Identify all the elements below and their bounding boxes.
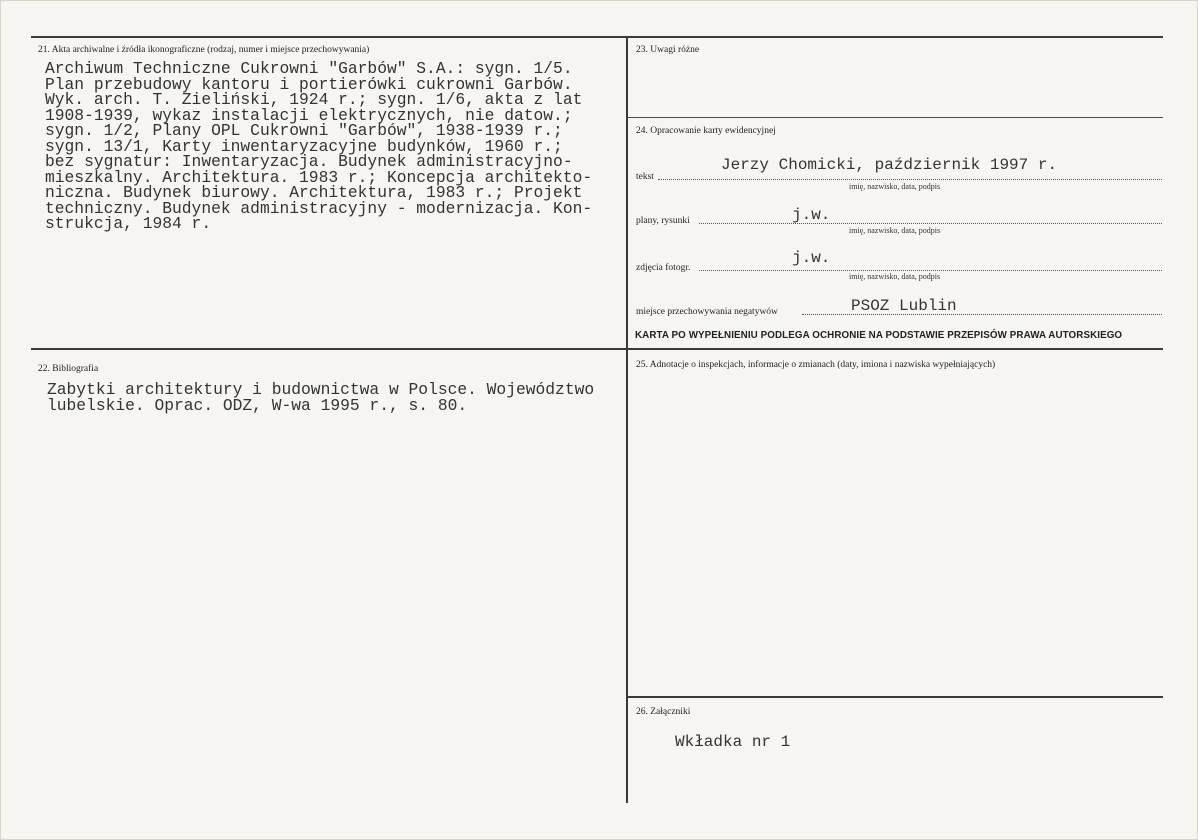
section-25-label: 25. Adnotacje o inspekcjach, informacje o zmianach (daty, imiona i nazwiska wypełniających) xyxy=(636,360,996,370)
s21-line-2: Plan przebudowy kantoru i portierówki cukrowni Garbów. xyxy=(45,74,573,94)
s21-line-4: 1908-1939, wykaz instalacji elektrycznych, nie datow.; xyxy=(45,105,573,125)
plany-dotline xyxy=(699,223,1162,224)
s22-line-1: Zabytki architektury i budownictwa w Polsce. Województwo xyxy=(47,380,595,399)
rule-23-24 xyxy=(627,117,1163,118)
s21-line-3: Wyk. arch. T. Zieliński, 1924 r.; sygn. 1/6, akta z lat xyxy=(45,90,583,109)
s21-line-10: techniczny. Budynek administracyjny - modernizacja. Kon- xyxy=(45,198,593,218)
plany-value: j.w. xyxy=(792,206,831,224)
section-21-label: 21. Akta archiwalne i źródła ikonograficzne (rodzaj, numer i miejsce przechowywania) xyxy=(38,45,370,55)
zdjecia-sublabel: imię, nazwisko, data, podpis xyxy=(849,272,941,281)
section-26-value: Wkładka nr 1 xyxy=(675,733,791,751)
s21-line-8: mieszkalny. Architektura. 1983 r.; Koncepcja architekto- xyxy=(45,167,593,187)
section-22-label: 22. Bibliografia xyxy=(38,364,99,374)
s21-line-1: Archiwum Techniczne Cukrowni "Garbów" S.A.: sygn. 1/5. xyxy=(45,59,573,78)
section-24-label: 24. Opracowanie karty ewidencyjnej xyxy=(636,126,776,136)
negatywy-value: PSOZ Lublin xyxy=(851,297,957,315)
center-divider xyxy=(626,36,628,803)
s21-line-5: sygn. 1/2, Plany OPL Cukrowni "Garbów", 1938-1939 r.; xyxy=(45,121,563,140)
zdjecia-value: j.w. xyxy=(792,249,831,267)
s22-line-2: lubelskie. Oprac. ODZ, W-wa 1995 r., s. 80. xyxy=(47,396,468,415)
s21-line-9: niczna. Budynek biurowy. Architektura, 1983 r.; Projekt xyxy=(45,183,583,202)
s21-line-11: strukcja, 1984 r. xyxy=(45,214,212,233)
tekst-label: tekst xyxy=(636,172,654,182)
copyright-note: KARTA PO WYPEŁNIENIU PODLEGA OCHRONIE NA PODSTAWIE PRZEPISÓW PRAWA AUTORSKIEGO xyxy=(635,330,1123,341)
zdjecia-dotline xyxy=(699,270,1162,271)
tekst-dotline xyxy=(658,179,1162,180)
tekst-sublabel: imię, nazwisko, data, podpis xyxy=(849,182,941,191)
plany-sublabel: imię, nazwisko, data, podpis xyxy=(849,226,941,235)
zdjecia-label: zdjęcia fotogr. xyxy=(636,263,691,273)
tekst-value: Jerzy Chomicki, październik 1997 r. xyxy=(721,156,1058,174)
section-23-label: 23. Uwagi różne xyxy=(636,45,700,55)
negatywy-label: miejsce przechowywania negatywów xyxy=(636,307,778,317)
middle-rule xyxy=(31,348,1163,350)
s21-line-6: sygn. 13/1, Karty inwentaryzacyjne budynków, 1960 r.; xyxy=(45,136,563,156)
plany-label: plany, rysunki xyxy=(636,216,690,226)
s21-line-7: bez sygnatur: Inwentaryzacja. Budynek administracyjno- xyxy=(45,152,573,171)
section-26-label: 26. Załączniki xyxy=(636,707,691,717)
rule-25-26 xyxy=(627,696,1163,698)
top-rule xyxy=(31,36,1163,38)
